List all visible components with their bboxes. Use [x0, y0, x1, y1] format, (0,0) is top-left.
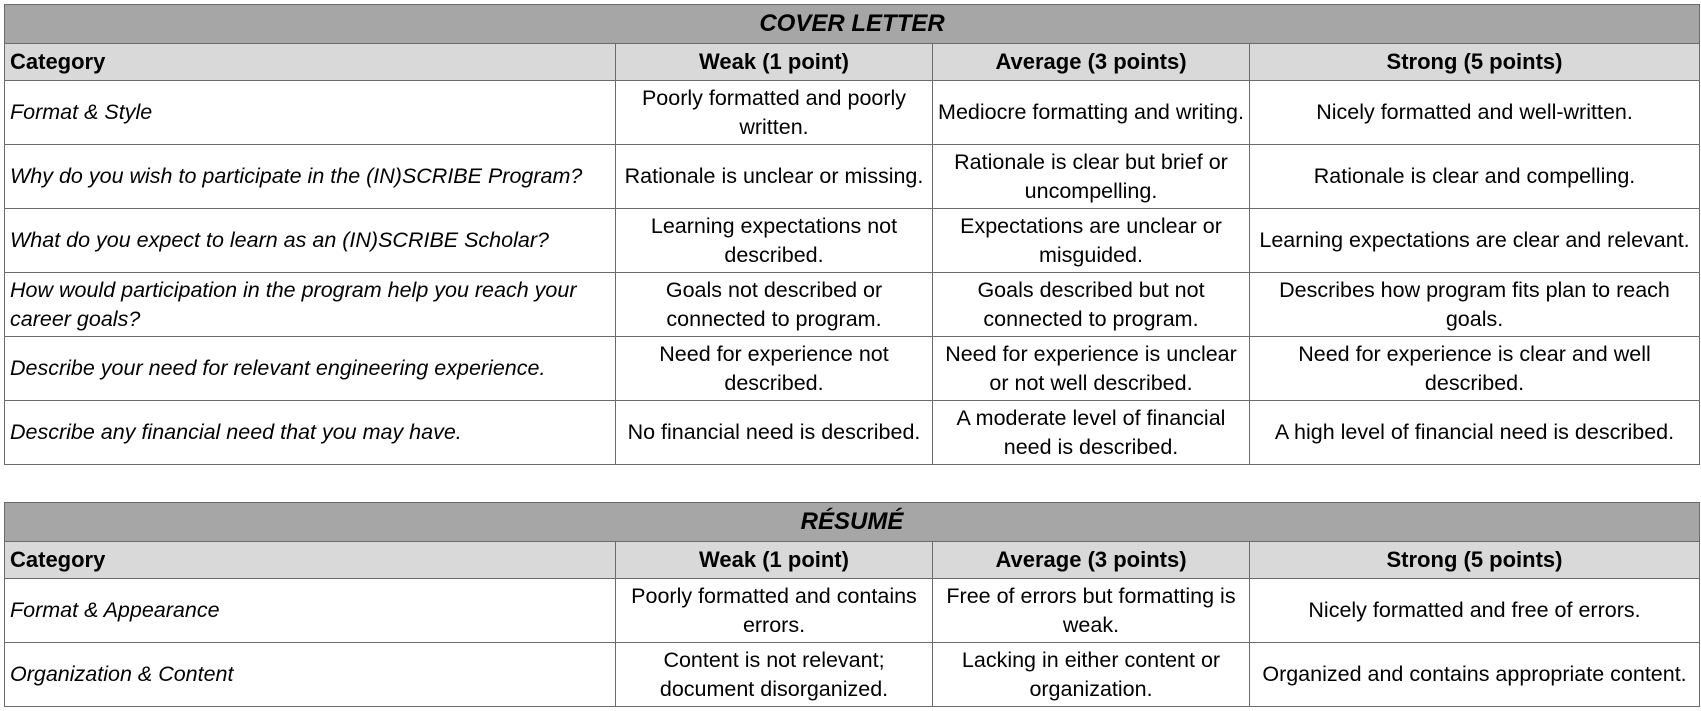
weak-cell: Poorly formatted and contains errors. [616, 579, 933, 643]
weak-cell: No financial need is described. [616, 401, 933, 465]
header-category: Category [5, 44, 616, 81]
header-strong: Strong (5 points) [1250, 44, 1700, 81]
resume-header-row [5, 542, 1700, 579]
strong-cell: Need for experience is clear and well described. [1250, 337, 1700, 401]
category-cell: Organization & Content [5, 643, 616, 707]
weak-cell: Content is not relevant; document disorganized. [616, 643, 933, 707]
header-average: Average (3 points) [933, 44, 1250, 81]
weak-cell: Learning expectations not described. [616, 209, 933, 273]
table-row [5, 579, 1700, 643]
average-cell: Expectations are unclear or misguided. [933, 209, 1250, 273]
average-cell: Need for experience is unclear or not well described. [933, 337, 1250, 401]
category-cell: How would participation in the program help you reach your career goals? [5, 273, 616, 337]
strong-cell: Learning expectations are clear and relevant. [1250, 209, 1700, 273]
table-row [5, 81, 1700, 145]
strong-cell: Organized and contains appropriate content. [1250, 643, 1700, 707]
average-cell: Rationale is clear but brief or uncompelling. [933, 145, 1250, 209]
cover-letter-header-row [5, 44, 1700, 81]
average-cell: Mediocre formatting and writing. [933, 81, 1250, 145]
category-cell: What do you expect to learn as an (IN)SCRIBE Scholar? [5, 209, 616, 273]
category-cell: Format & Appearance [5, 579, 616, 643]
strong-cell: A high level of financial need is described. [1250, 401, 1700, 465]
header-weak: Weak (1 point) [616, 44, 933, 81]
category-cell: Describe your need for relevant engineering experience. [5, 337, 616, 401]
table-row [5, 337, 1700, 401]
table-row [5, 273, 1700, 337]
header-average: Average (3 points) [933, 542, 1250, 579]
cover-letter-title: COVER LETTER [5, 5, 1700, 44]
strong-cell: Rationale is clear and compelling. [1250, 145, 1700, 209]
weak-cell: Poorly formatted and poorly written. [616, 81, 933, 145]
category-cell: Why do you wish to participate in the (IN)SCRIBE Program? [5, 145, 616, 209]
table-row [5, 401, 1700, 465]
category-cell: Format & Style [5, 81, 616, 145]
weak-cell: Need for experience not described. [616, 337, 933, 401]
resume-rubric-table [4, 502, 1700, 707]
weak-cell: Goals not described or connected to program. [616, 273, 933, 337]
strong-cell: Nicely formatted and well-written. [1250, 81, 1700, 145]
header-category: Category [5, 542, 616, 579]
table-row [5, 209, 1700, 273]
category-cell: Describe any financial need that you may have. [5, 401, 616, 465]
cover-letter-title-row [5, 5, 1700, 44]
header-strong: Strong (5 points) [1250, 542, 1700, 579]
header-weak: Weak (1 point) [616, 542, 933, 579]
weak-cell: Rationale is unclear or missing. [616, 145, 933, 209]
average-cell: Lacking in either content or organization. [933, 643, 1250, 707]
resume-title-row [5, 503, 1700, 542]
average-cell: Free of errors but formatting is weak. [933, 579, 1250, 643]
strong-cell: Describes how program fits plan to reach goals. [1250, 273, 1700, 337]
average-cell: A moderate level of financial need is described. [933, 401, 1250, 465]
table-row [5, 145, 1700, 209]
cover-letter-rubric-table [4, 4, 1700, 465]
resume-title: RÉSUMÉ [5, 503, 1700, 542]
table-row [5, 643, 1700, 707]
average-cell: Goals described but not connected to program. [933, 273, 1250, 337]
strong-cell: Nicely formatted and free of errors. [1250, 579, 1700, 643]
